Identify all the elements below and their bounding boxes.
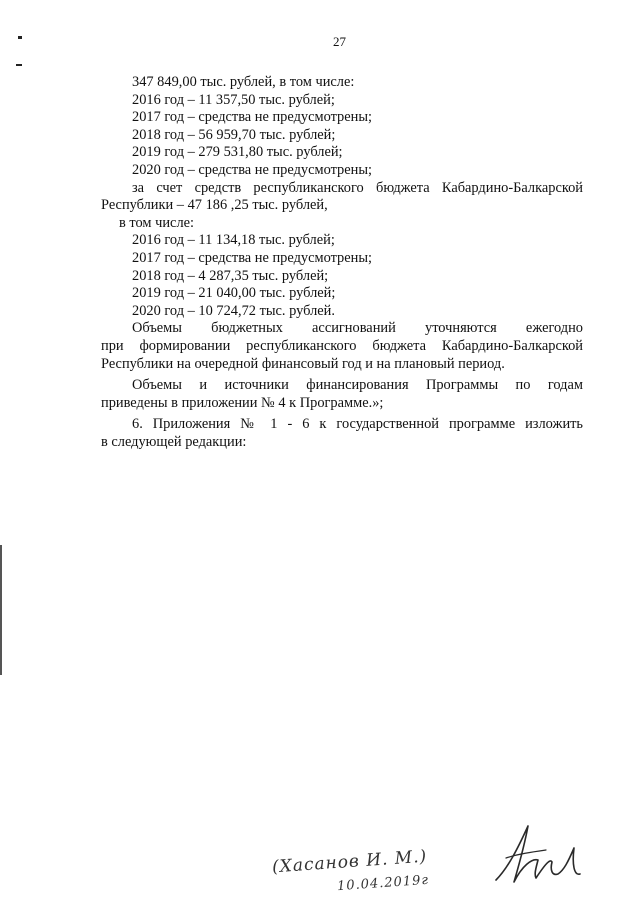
document-body [101, 74, 583, 451]
text-line: 2016 год – 11 357,50 тыс. рублей; [132, 91, 335, 108]
text-line: 2017 год – средства не предусмотрены; [132, 109, 372, 126]
text-line: в следующей редакции: [101, 433, 247, 450]
text-line: Республики – 47 186 ,25 тыс. рублей, [101, 197, 328, 214]
text-line: при формировании республиканского бюджета Кабардино-Балкарской [101, 337, 583, 354]
text-line: в том числе: [119, 214, 195, 231]
scan-mark [18, 36, 22, 39]
text-line: 347 849,00 тыс. рублей, в том числе: [132, 74, 355, 90]
text-line: 2019 год – 279 531,80 тыс. рублей; [132, 144, 343, 161]
handwritten-date: 10.04.2019г [336, 872, 430, 895]
page-number: 27 [333, 34, 346, 49]
text-line: Республики на очередной финансовый год и на плановый период. [101, 355, 505, 372]
handwritten-name: (Хасанов И. М.) [271, 846, 428, 878]
text-line: 2018 год – 56 959,70 тыс. рублей; [132, 126, 336, 143]
signature-icon [488, 818, 598, 890]
scan-mark [0, 545, 2, 675]
text-line: за счет средств республиканского бюджета Кабардино-Балкарской [132, 179, 583, 196]
text-line: Объемы бюджетных ассигнований уточняются ежегодно [132, 320, 583, 337]
text-line: 2019 год – 21 040,00 тыс. рублей; [132, 285, 336, 302]
text-line: 2020 год – 10 724,72 тыс. рублей. [132, 302, 335, 319]
text-line: 6. Приложения № 1 - 6 к государственной программе изложить [132, 416, 583, 433]
text-line: 2016 год – 11 134,18 тыс. рублей; [132, 232, 335, 249]
scan-mark [16, 64, 22, 66]
text-line: приведены в приложении № 4 к Программе.»; [101, 394, 384, 411]
text-line: Объемы и источники финансирования Программы по годам [132, 377, 583, 394]
text-line: 2018 год – 4 287,35 тыс. рублей; [132, 267, 329, 284]
text-line: 2020 год – средства не предусмотрены; [132, 161, 372, 178]
text-line: 2017 год – средства не предусмотрены; [132, 249, 372, 266]
